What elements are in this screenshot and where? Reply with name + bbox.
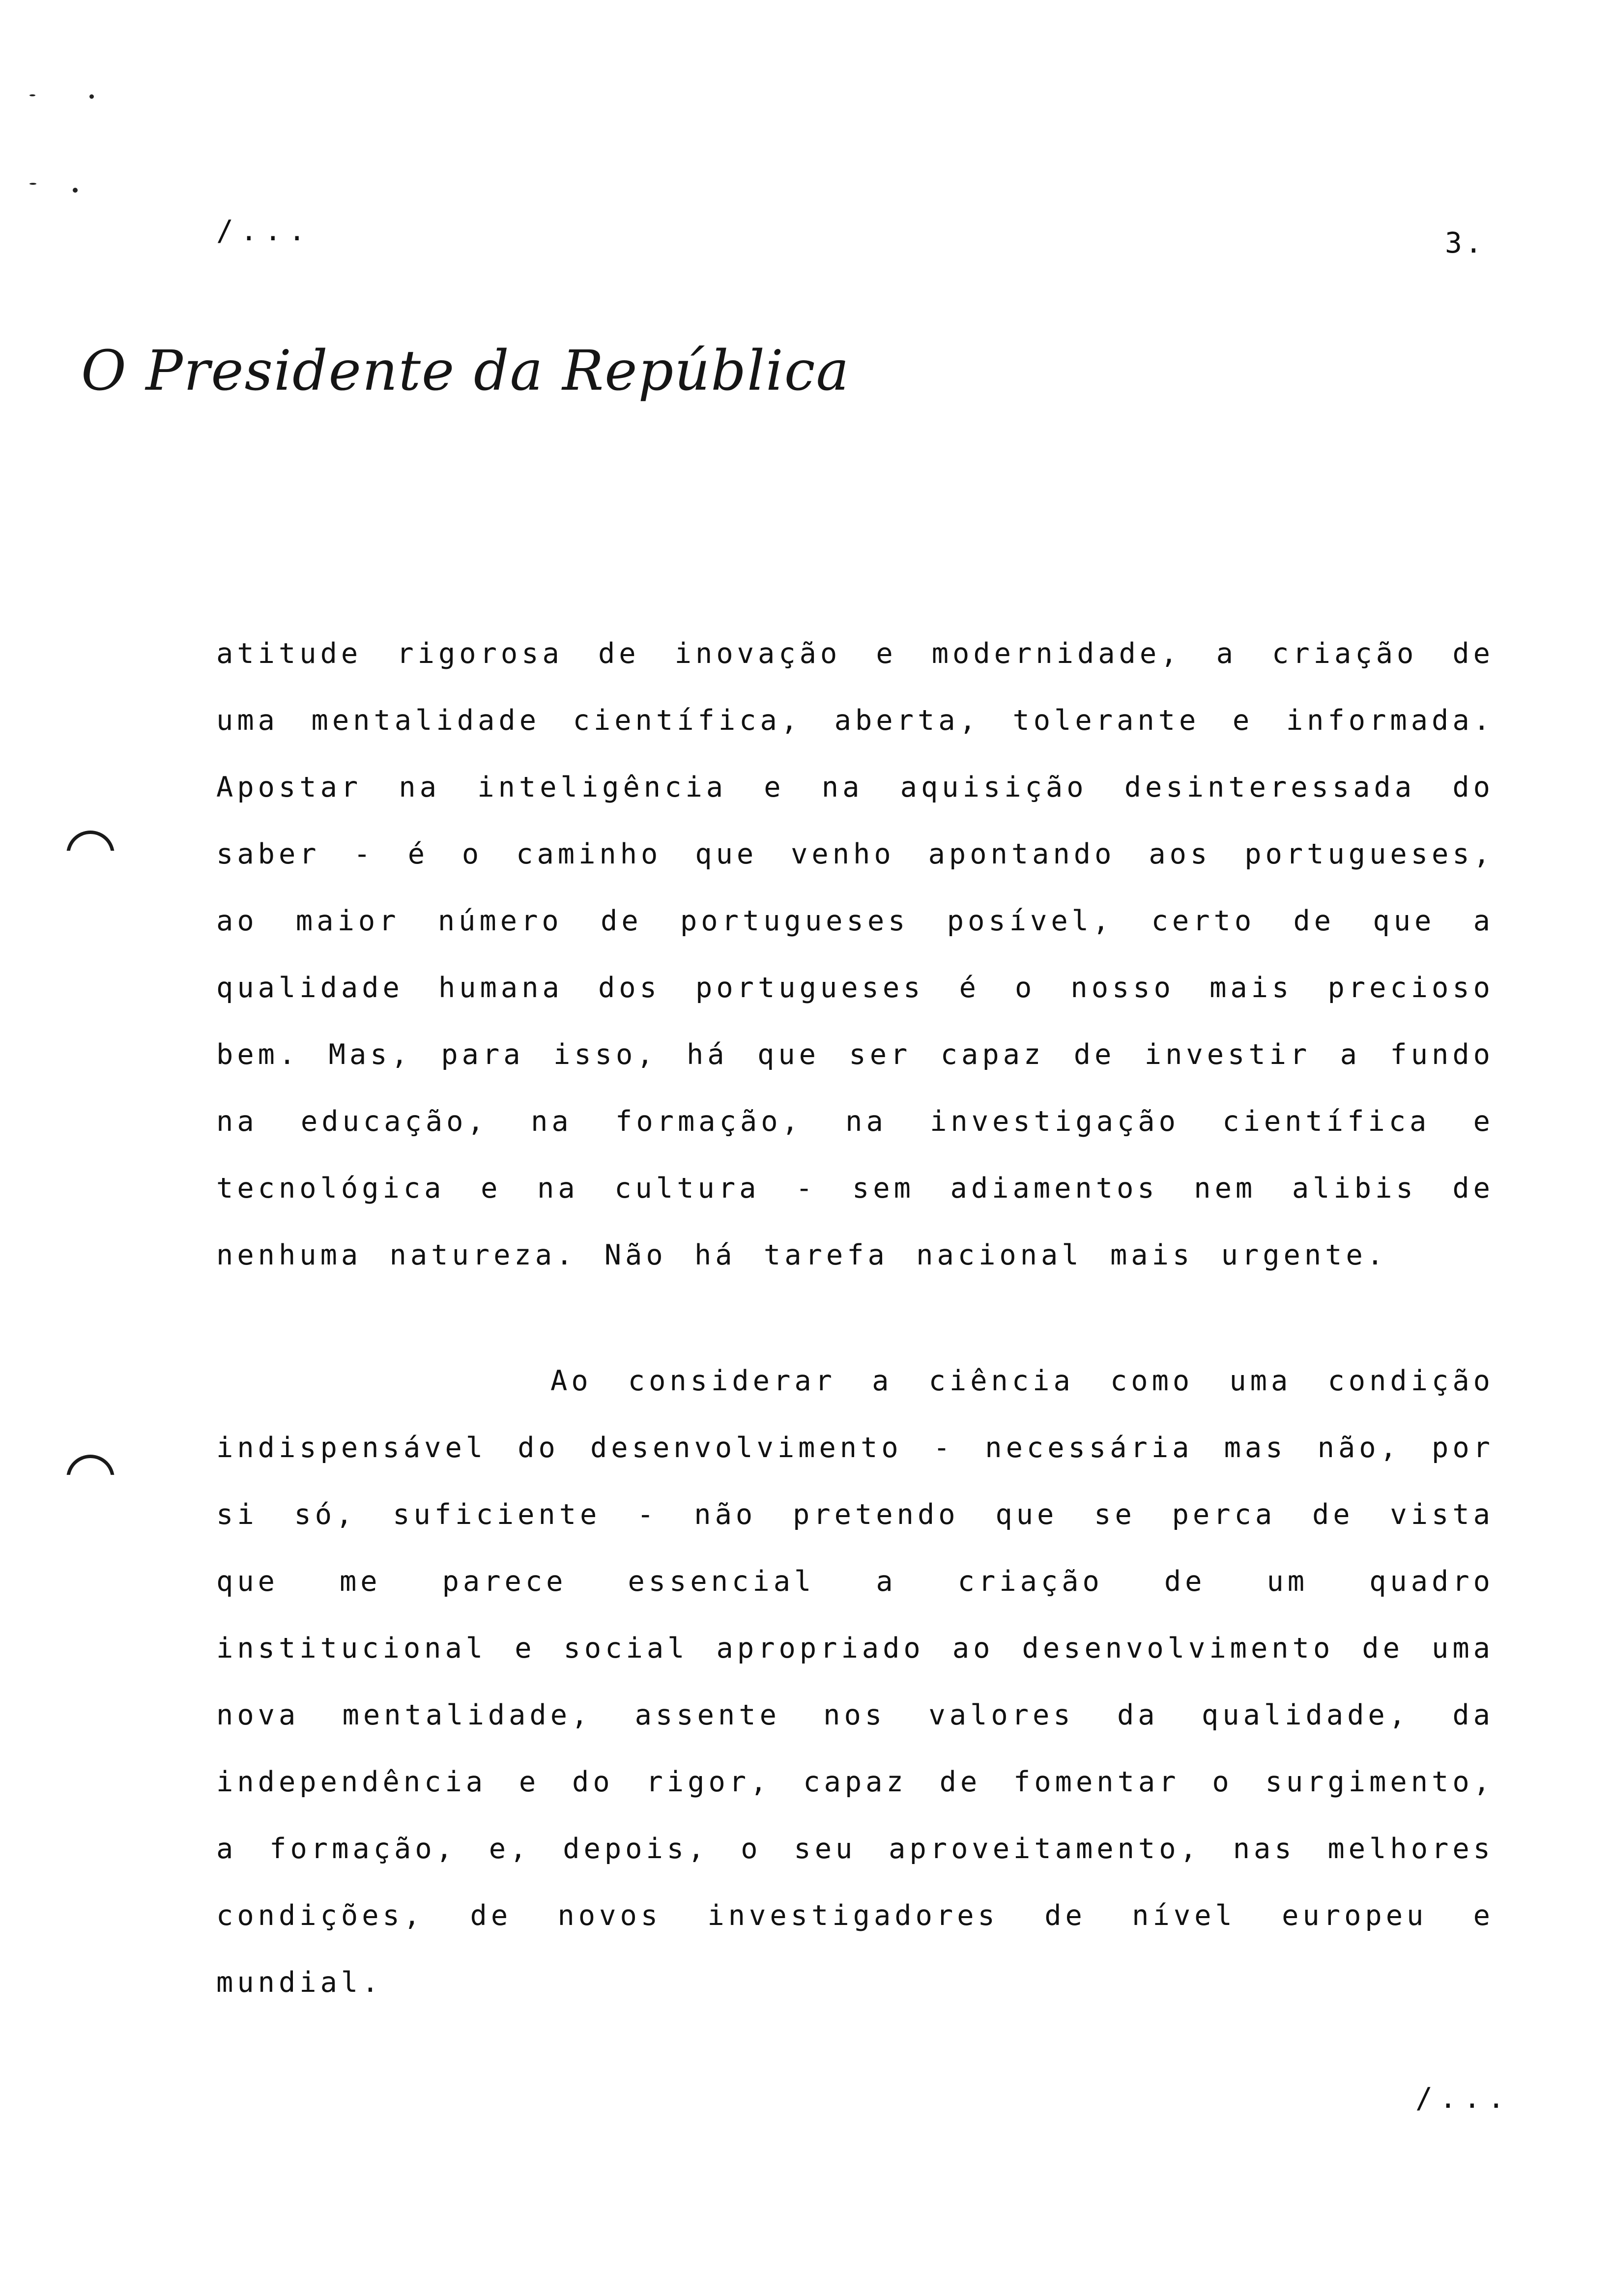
letterhead-title: O Presidente da República xyxy=(81,339,850,403)
scan-speck xyxy=(89,94,94,99)
scan-speck xyxy=(29,94,35,96)
continuation-mark-top: /... xyxy=(216,214,313,247)
body-paragraph-1: atitude rigorosa de inovação e modernidade, a criação de uma mentalidade científica, aberta, tolerante e informada. Apostar na inteligência e na aquisição desinteressada do saber - é o caminho que venho apontando aos portugueses, ao maior número de portugueses posível, certo de que a qualidade humana dos portugueses é o nosso mais precioso bem. Mas, para isso, há que ser capaz de investir a fundo na educação, na formação, na investigação científica e tecnológica e na cultura - sem adiamentos nem alibis de nenhuma natureza. Não há tarefa nacional mais urgente. xyxy=(216,637,1494,1271)
page-number: 3. xyxy=(1445,226,1485,259)
continuation-mark-bottom: /... xyxy=(1415,2081,1512,2115)
scan-speck xyxy=(29,183,36,185)
body-paragraph-2: Ao considerar a ciência como uma condição indispensável do desenvolvimento - necessária mas não, por si só, suficiente - não pretendo que se perca de vista que me parece essencial a criação de um quadro institucional e social apropriado ao desenvolvimento de uma nova mentalidade, assente nos valores da qualidade, da independência e do rigor, capaz de fomentar o surgimento, a formação, e, depois, o seu aproveitamento, nas melhores condições, de novos investigadores de nível europeu e mundial. xyxy=(216,1365,1494,1999)
scan-speck xyxy=(73,188,78,193)
punch-hole-mark xyxy=(66,831,115,879)
punch-hole-mark xyxy=(66,1455,115,1503)
